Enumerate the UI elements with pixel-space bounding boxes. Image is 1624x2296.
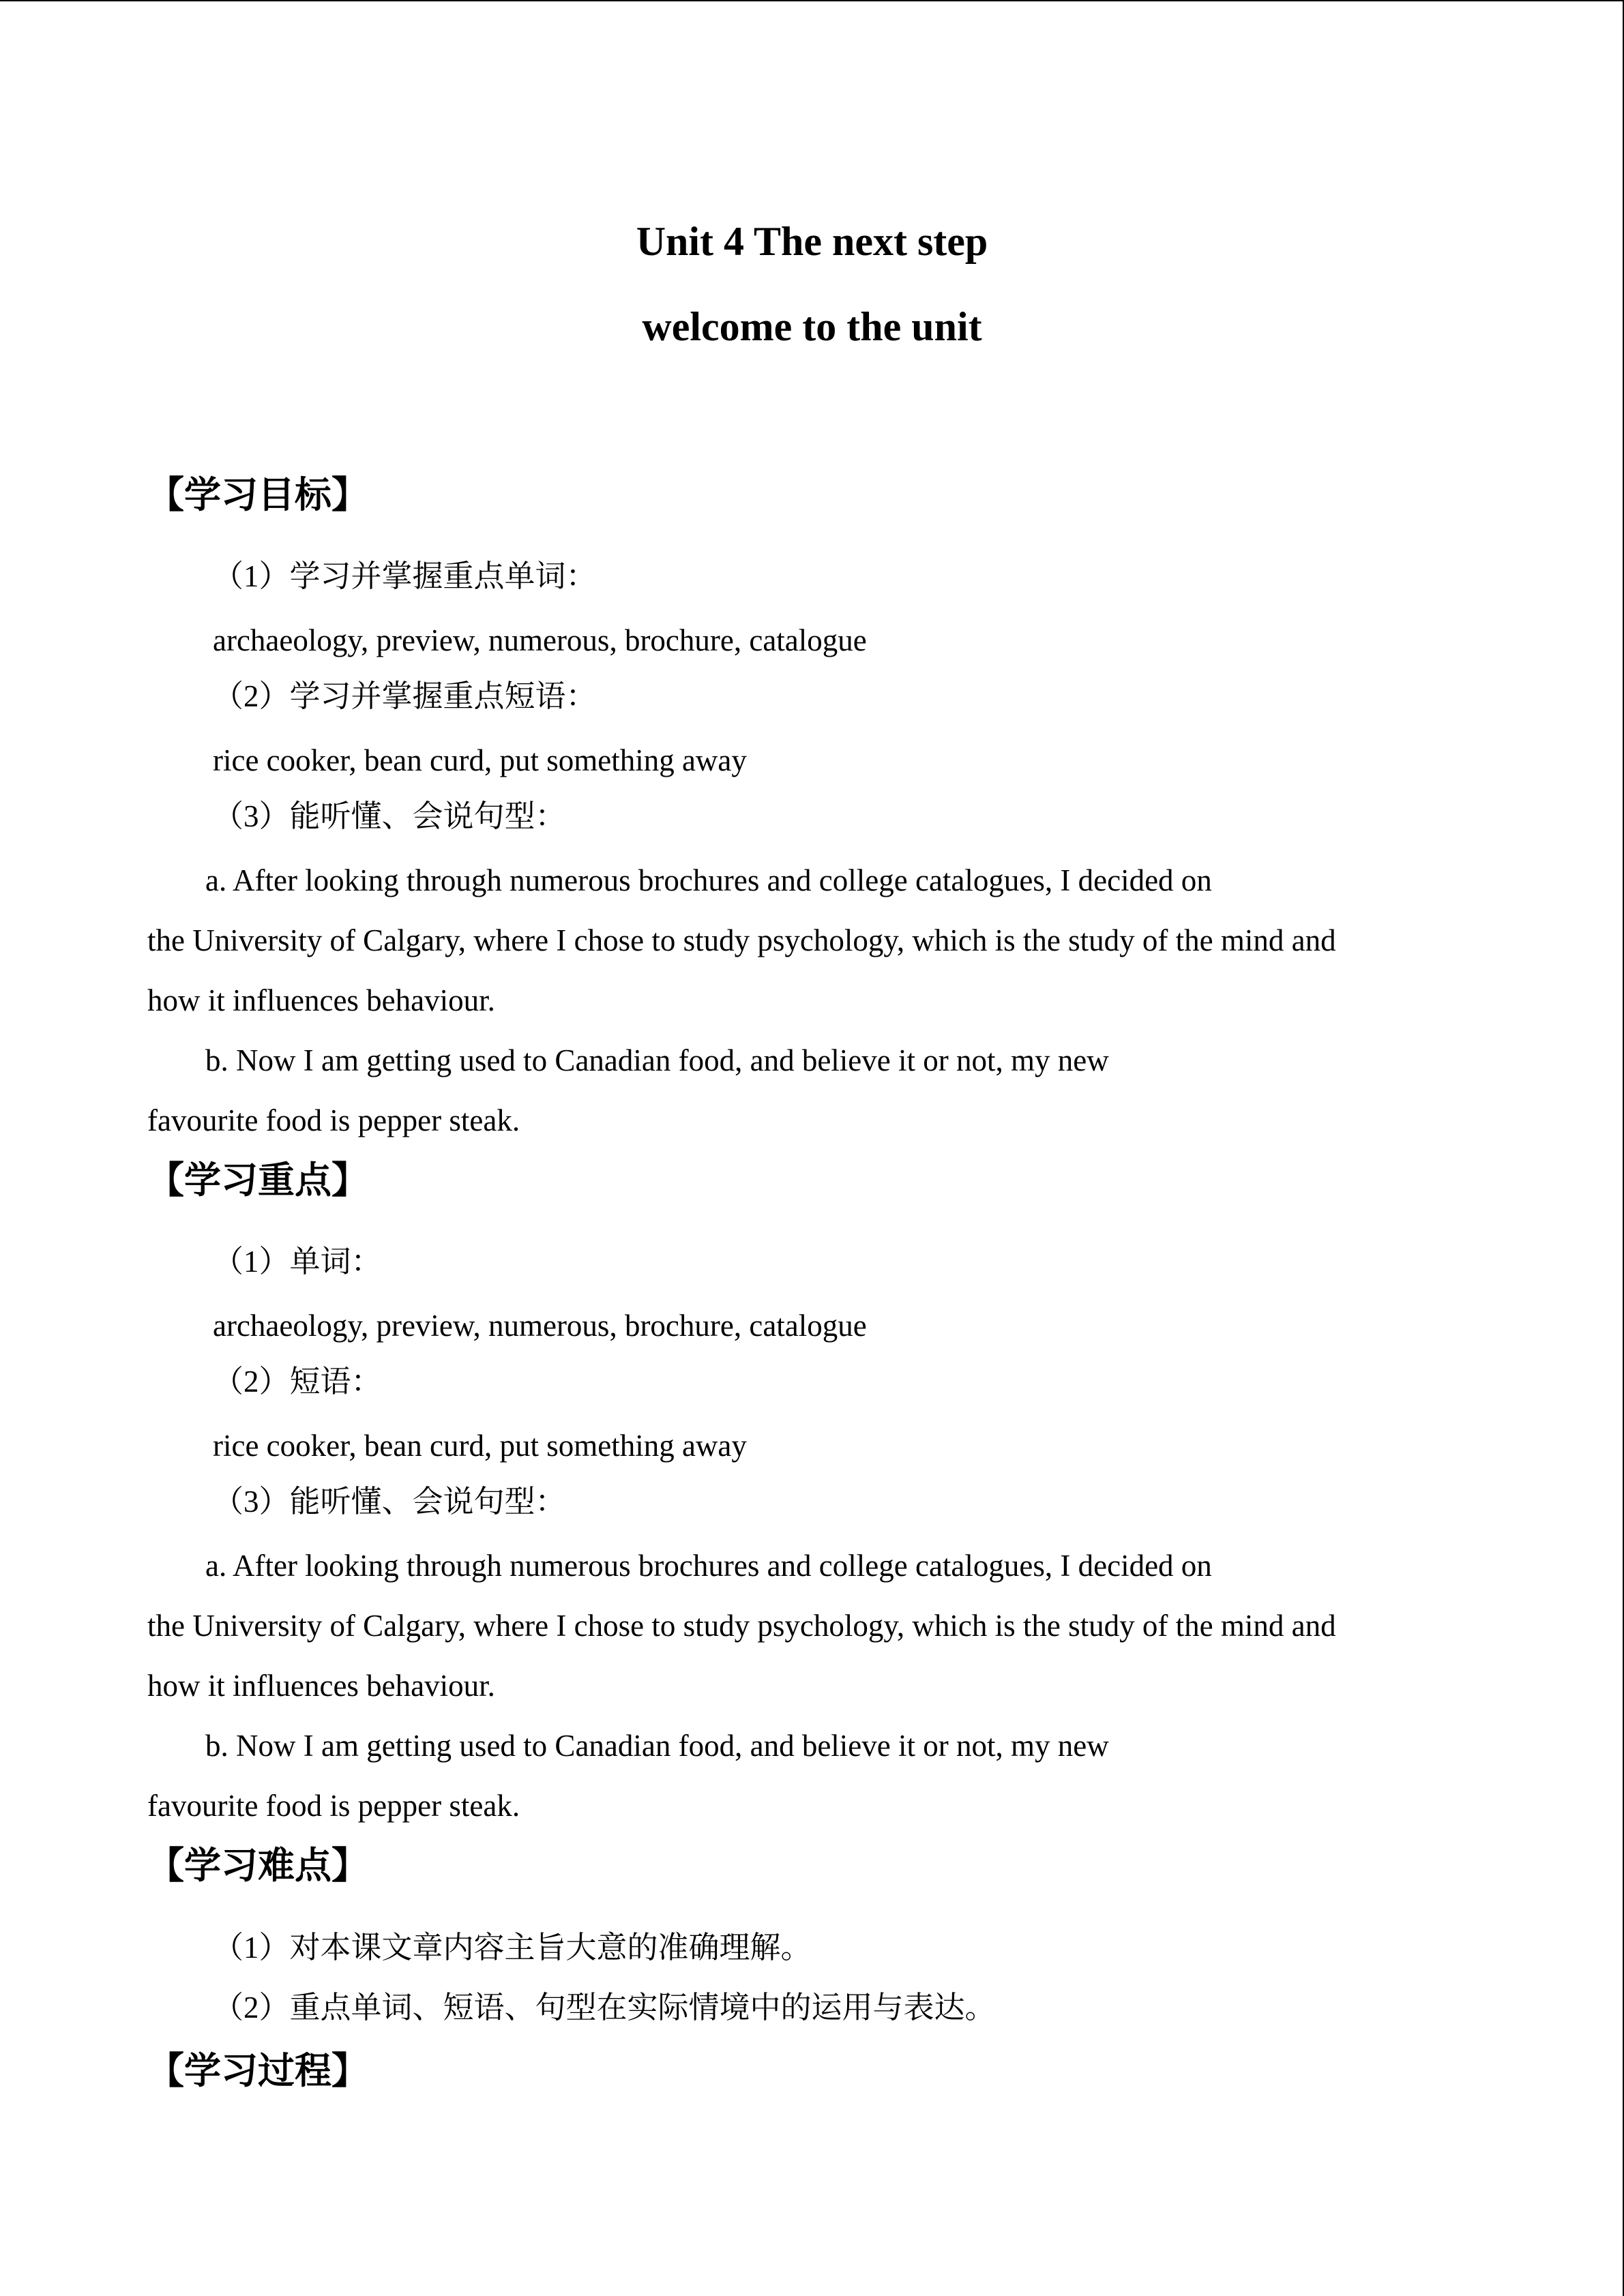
difficulties-item1: （1）对本课文章内容主旨大意的准确理解。 <box>213 1930 812 1965</box>
section-heading-key-points: 【学习重点】 <box>147 1160 368 1201</box>
key-points-sentence-b-line2: favourite food is pepper steak. <box>147 1789 520 1823</box>
objectives-sentence-a-line2: the University of Calgary, where I chose to study psychology, which is the study of the mind and <box>147 923 1336 957</box>
objectives-sentence-a-line3: how it influences behaviour. <box>147 983 495 1017</box>
key-points-item1-label: （1）单词： <box>213 1244 382 1279</box>
section-heading-process: 【学习过程】 <box>147 2051 368 2091</box>
objectives-item1-words: archaeology, preview, numerous, brochure, catalogue <box>213 623 867 657</box>
objectives-item2-label: （2）学习并掌握重点短语： <box>213 679 597 713</box>
key-points-item3-label: （3）能听懂、会说句型： <box>213 1485 566 1519</box>
key-points-item2-phrases: rice cooker, bean curd, put something away <box>213 1429 747 1463</box>
key-points-sentence-a-line3: how it influences behaviour. <box>147 1669 495 1703</box>
key-points-sentence-b-line1: b. Now I am getting used to Canadian food, and believe it or not, my new <box>205 1729 1109 1763</box>
document-title: Unit 4 The next step <box>636 219 988 264</box>
objectives-item1-label: （1）学习并掌握重点单词： <box>213 559 597 593</box>
objectives-item2-phrases: rice cooker, bean curd, put something away <box>213 743 747 777</box>
key-points-item2-label: （2）短语： <box>213 1365 382 1399</box>
section-heading-objectives: 【学习目标】 <box>147 475 368 516</box>
difficulties-item2: （2）重点单词、短语、句型在实际情境中的运用与表达。 <box>213 1991 996 2025</box>
key-points-sentence-a-line1: a. After looking through numerous brochures and college catalogues, I decided on <box>205 1549 1212 1583</box>
objectives-sentence-b-line2: favourite food is pepper steak. <box>147 1103 520 1137</box>
objectives-sentence-b-line1: b. Now I am getting used to Canadian food, and believe it or not, my new <box>205 1043 1109 1077</box>
key-points-item1-words: archaeology, preview, numerous, brochure, catalogue <box>213 1309 867 1343</box>
key-points-sentence-a-line2: the University of Calgary, where I chose to study psychology, which is the study of the mind and <box>147 1609 1336 1643</box>
objectives-sentence-a-line1: a. After looking through numerous brochures and college catalogues, I decided on <box>205 863 1212 897</box>
objectives-item3-label: （3）能听懂、会说句型： <box>213 799 566 833</box>
section-heading-difficulties: 【学习难点】 <box>147 1845 368 1886</box>
document-subtitle: welcome to the unit <box>642 304 982 349</box>
